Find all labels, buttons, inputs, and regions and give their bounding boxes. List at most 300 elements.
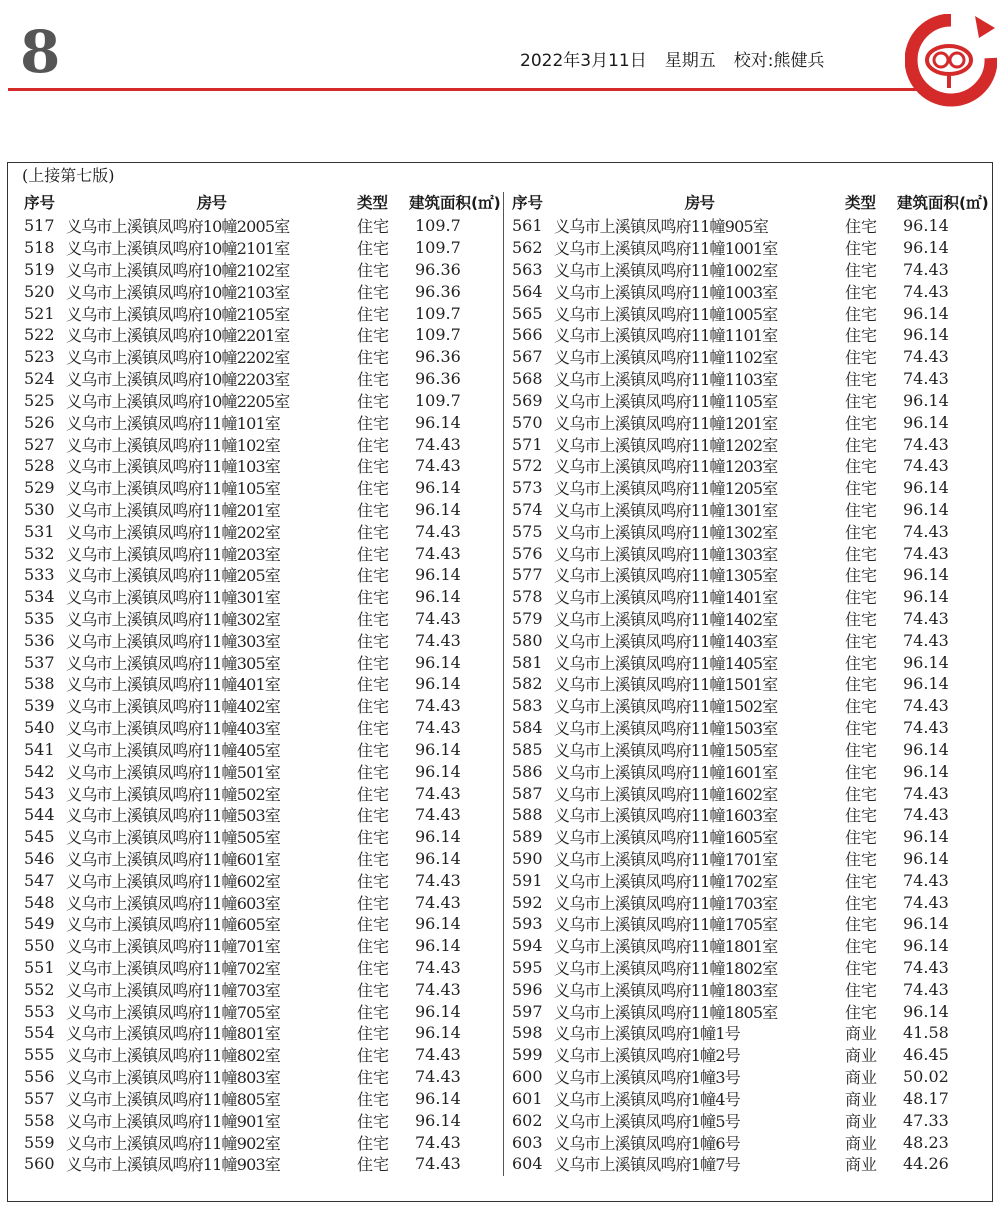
room-address: 义乌市上溪镇凤鸣府1幢3号	[554, 1068, 740, 1088]
property-type: 住宅	[845, 1002, 878, 1022]
room-address: 义乌市上溪镇凤鸣府1幢7号	[554, 1155, 740, 1175]
table-row	[24, 891, 502, 913]
row-number: 580	[512, 630, 543, 650]
table-rows	[24, 215, 502, 1175]
table-row	[24, 1022, 502, 1044]
floor-area: 96.14	[903, 325, 949, 345]
header-rule	[8, 88, 920, 91]
floor-area: 96.14	[903, 674, 949, 694]
table-row	[512, 1022, 990, 1044]
row-number: 557	[24, 1088, 55, 1108]
header-type: 类型	[845, 194, 877, 212]
property-type: 住宅	[845, 457, 878, 477]
row-number: 550	[24, 936, 55, 956]
room-address: 义乌市上溪镇凤鸣府11幢702室	[66, 959, 281, 979]
room-address: 义乌市上溪镇凤鸣府11幢1003室	[554, 282, 778, 302]
property-type: 住宅	[845, 631, 878, 651]
row-number: 526	[24, 412, 55, 432]
property-type: 住宅	[357, 762, 390, 782]
table-row	[512, 913, 990, 935]
room-address: 义乌市上溪镇凤鸣府11幢105室	[66, 479, 281, 499]
room-address: 义乌市上溪镇凤鸣府11幢1202室	[554, 435, 778, 455]
floor-area: 46.45	[903, 1045, 949, 1065]
floor-area: 50.02	[903, 1067, 949, 1087]
room-address: 义乌市上溪镇凤鸣府10幢2005室	[66, 217, 290, 237]
property-type: 住宅	[357, 435, 390, 455]
floor-area: 96.14	[903, 761, 949, 781]
issue-weekday: 星期五	[664, 51, 716, 71]
floor-area: 74.43	[415, 718, 461, 738]
floor-area: 96.14	[903, 478, 949, 498]
property-type: 住宅	[845, 391, 878, 411]
property-type: 住宅	[357, 784, 390, 804]
room-address: 义乌市上溪镇凤鸣府11幢603室	[66, 893, 281, 913]
row-number: 544	[24, 805, 55, 825]
floor-area: 48.17	[903, 1088, 949, 1108]
table-row	[512, 259, 990, 281]
floor-area: 74.43	[415, 1045, 461, 1065]
property-type: 住宅	[845, 370, 878, 390]
row-number: 559	[24, 1132, 55, 1152]
room-address: 义乌市上溪镇凤鸣府11幢1101室	[554, 326, 778, 346]
table-row	[512, 390, 990, 412]
table-row	[512, 673, 990, 695]
room-address: 义乌市上溪镇凤鸣府11幢405室	[66, 740, 281, 760]
floor-area: 74.43	[415, 979, 461, 999]
property-type: 住宅	[357, 631, 390, 651]
room-address: 义乌市上溪镇凤鸣府11幢805室	[66, 1089, 281, 1109]
table-row	[512, 411, 990, 433]
table-row	[24, 629, 502, 651]
room-address: 义乌市上溪镇凤鸣府10幢2101室	[66, 239, 290, 259]
row-number: 567	[512, 347, 543, 367]
table-row	[24, 259, 502, 281]
table-row	[512, 237, 990, 259]
room-address: 义乌市上溪镇凤鸣府10幢2201室	[66, 326, 290, 346]
room-address: 义乌市上溪镇凤鸣府11幢1001室	[554, 239, 778, 259]
property-type: 住宅	[357, 391, 390, 411]
property-type: 商业	[845, 1089, 878, 1109]
room-address: 义乌市上溪镇凤鸣府11幢1405室	[554, 653, 778, 673]
property-type: 住宅	[845, 544, 878, 564]
row-number: 562	[512, 238, 543, 258]
floor-area: 96.14	[415, 652, 461, 672]
row-number: 555	[24, 1045, 55, 1065]
property-type: 住宅	[357, 1111, 390, 1131]
room-address: 义乌市上溪镇凤鸣府11幢402室	[66, 697, 281, 717]
floor-area: 74.43	[415, 630, 461, 650]
property-type: 商业	[845, 1046, 878, 1066]
table-row	[24, 782, 502, 804]
table-row	[24, 673, 502, 695]
floor-area: 96.14	[903, 1001, 949, 1021]
floor-area: 96.14	[415, 1023, 461, 1043]
floor-area: 96.14	[903, 565, 949, 585]
floor-area: 109.7	[415, 238, 461, 258]
table-right-column	[512, 189, 990, 1175]
room-address: 义乌市上溪镇凤鸣府11幢501室	[66, 762, 281, 782]
table-row	[512, 477, 990, 499]
property-type: 住宅	[845, 980, 878, 1000]
row-number: 597	[512, 1001, 543, 1021]
table-row	[512, 957, 990, 979]
table-row	[24, 1000, 502, 1022]
property-type: 住宅	[845, 653, 878, 673]
room-address: 义乌市上溪镇凤鸣府11幢1401室	[554, 588, 778, 608]
table-row	[24, 1131, 502, 1153]
table-row	[24, 499, 502, 521]
room-address: 义乌市上溪镇凤鸣府1幢4号	[554, 1089, 740, 1109]
floor-area: 96.14	[415, 587, 461, 607]
room-address: 义乌市上溪镇凤鸣府11幢503室	[66, 806, 281, 826]
property-type: 住宅	[357, 675, 390, 695]
row-number: 543	[24, 783, 55, 803]
table-row	[24, 651, 502, 673]
floor-area: 74.43	[415, 456, 461, 476]
room-address: 义乌市上溪镇凤鸣府11幢301室	[66, 588, 281, 608]
room-address: 义乌市上溪镇凤鸣府11幢901室	[66, 1111, 281, 1131]
row-number: 590	[512, 848, 543, 868]
table-row	[512, 1066, 990, 1088]
table-row	[512, 1131, 990, 1153]
property-type: 住宅	[845, 261, 878, 281]
table-row	[24, 346, 502, 368]
room-address: 义乌市上溪镇凤鸣府11幢905室	[554, 217, 769, 237]
floor-area: 96.14	[415, 499, 461, 519]
room-address: 义乌市上溪镇凤鸣府11幢202室	[66, 522, 281, 542]
header-area: 建筑面积(㎡)	[409, 194, 501, 212]
property-type: 住宅	[845, 522, 878, 542]
row-number: 529	[24, 478, 55, 498]
row-number: 592	[512, 892, 543, 912]
property-type: 住宅	[357, 370, 390, 390]
table-row	[512, 324, 990, 346]
row-number: 545	[24, 827, 55, 847]
row-number: 569	[512, 390, 543, 410]
row-number: 530	[24, 499, 55, 519]
row-number: 603	[512, 1132, 543, 1152]
row-number: 601	[512, 1088, 543, 1108]
table-row	[24, 564, 502, 586]
row-number: 535	[24, 609, 55, 629]
room-address: 义乌市上溪镇凤鸣府11幢1502室	[554, 697, 778, 717]
room-address: 义乌市上溪镇凤鸣府11幢605室	[66, 915, 281, 935]
row-number: 548	[24, 892, 55, 912]
property-type: 住宅	[845, 326, 878, 346]
property-type: 住宅	[357, 217, 390, 237]
table-row	[24, 215, 502, 237]
table-row	[24, 455, 502, 477]
room-address: 义乌市上溪镇凤鸣府11幢1005室	[554, 304, 778, 324]
floor-area: 74.43	[415, 1132, 461, 1152]
floor-area: 96.14	[415, 1088, 461, 1108]
row-number: 521	[24, 303, 55, 323]
property-type: 住宅	[357, 326, 390, 346]
property-type: 住宅	[845, 500, 878, 520]
table-row	[512, 695, 990, 717]
room-address: 义乌市上溪镇凤鸣府11幢1302室	[554, 522, 778, 542]
row-number: 573	[512, 478, 543, 498]
row-number: 568	[512, 369, 543, 389]
table-row	[512, 869, 990, 891]
row-number: 598	[512, 1023, 543, 1043]
room-address: 义乌市上溪镇凤鸣府11幢305室	[66, 653, 281, 673]
row-number: 581	[512, 652, 543, 672]
row-number: 599	[512, 1045, 543, 1065]
room-address: 义乌市上溪镇凤鸣府10幢2203室	[66, 370, 290, 390]
row-number: 594	[512, 936, 543, 956]
floor-area: 74.43	[903, 783, 949, 803]
table-rows	[512, 215, 990, 1175]
property-type: 住宅	[845, 610, 878, 630]
property-type: 住宅	[357, 871, 390, 891]
property-type: 住宅	[357, 849, 390, 869]
table-row	[512, 651, 990, 673]
row-number: 528	[24, 456, 55, 476]
room-address: 义乌市上溪镇凤鸣府11幢701室	[66, 937, 281, 957]
room-address: 义乌市上溪镇凤鸣府11幢1602室	[554, 784, 778, 804]
property-type: 住宅	[357, 261, 390, 281]
room-address: 义乌市上溪镇凤鸣府11幢1105室	[554, 391, 778, 411]
table-row	[24, 1044, 502, 1066]
floor-area: 74.43	[903, 958, 949, 978]
floor-area: 74.43	[415, 696, 461, 716]
table-row	[24, 869, 502, 891]
row-number: 517	[24, 216, 55, 236]
table-row	[512, 368, 990, 390]
floor-area: 96.14	[415, 827, 461, 847]
table-row	[24, 324, 502, 346]
room-address: 义乌市上溪镇凤鸣府11幢1802室	[554, 959, 778, 979]
floor-area: 109.7	[415, 216, 461, 236]
row-number: 531	[24, 521, 55, 541]
row-number: 604	[512, 1154, 543, 1174]
row-number: 596	[512, 979, 543, 999]
property-type: 住宅	[357, 282, 390, 302]
property-type: 住宅	[357, 304, 390, 324]
room-address: 义乌市上溪镇凤鸣府11幢1002室	[554, 261, 778, 281]
table-row	[24, 935, 502, 957]
row-number: 583	[512, 696, 543, 716]
row-number: 588	[512, 805, 543, 825]
floor-area: 74.43	[903, 260, 949, 280]
header-room: 房号	[684, 194, 715, 212]
floor-area: 96.14	[415, 412, 461, 432]
row-number: 582	[512, 674, 543, 694]
property-type: 住宅	[357, 1133, 390, 1153]
property-type: 住宅	[845, 959, 878, 979]
row-number: 586	[512, 761, 543, 781]
property-type: 住宅	[845, 719, 878, 739]
table-row	[512, 564, 990, 586]
table-row	[512, 804, 990, 826]
row-number: 589	[512, 827, 543, 847]
room-address: 义乌市上溪镇凤鸣府11幢1203室	[554, 457, 778, 477]
room-address: 义乌市上溪镇凤鸣府11幢1702室	[554, 871, 778, 891]
table-row	[24, 913, 502, 935]
floor-area: 96.14	[903, 936, 949, 956]
row-number: 556	[24, 1067, 55, 1087]
room-address: 义乌市上溪镇凤鸣府11幢302室	[66, 610, 281, 630]
floor-area: 96.14	[903, 827, 949, 847]
row-number: 578	[512, 587, 543, 607]
table-row	[512, 215, 990, 237]
floor-area: 74.43	[903, 609, 949, 629]
room-address: 义乌市上溪镇凤鸣府11幢1503室	[554, 719, 778, 739]
property-type: 住宅	[845, 675, 878, 695]
table-row	[512, 346, 990, 368]
row-number: 538	[24, 674, 55, 694]
table-row	[512, 302, 990, 324]
property-type: 住宅	[357, 740, 390, 760]
property-type: 住宅	[845, 239, 878, 259]
property-type: 住宅	[357, 610, 390, 630]
table-header	[512, 189, 990, 215]
table-row	[512, 826, 990, 848]
header-room: 房号	[196, 194, 227, 212]
floor-area: 96.14	[903, 216, 949, 236]
room-address: 义乌市上溪镇凤鸣府1幢1号	[554, 1024, 740, 1044]
property-type: 住宅	[357, 239, 390, 259]
table-row	[512, 782, 990, 804]
property-type: 住宅	[845, 740, 878, 760]
row-number: 551	[24, 958, 55, 978]
table-row	[24, 826, 502, 848]
row-number: 536	[24, 630, 55, 650]
floor-area: 96.14	[415, 674, 461, 694]
floor-area: 74.43	[903, 870, 949, 890]
table-row	[512, 848, 990, 870]
table-row	[24, 717, 502, 739]
table-row	[24, 520, 502, 542]
table-row	[512, 629, 990, 651]
floor-area: 74.43	[903, 630, 949, 650]
row-number: 540	[24, 718, 55, 738]
property-type: 住宅	[357, 937, 390, 957]
floor-area: 96.14	[903, 303, 949, 323]
room-address: 义乌市上溪镇凤鸣府11幢601室	[66, 849, 281, 869]
floor-area: 41.58	[903, 1023, 949, 1043]
room-address: 义乌市上溪镇凤鸣府11幢1403室	[554, 631, 778, 651]
room-address: 义乌市上溪镇凤鸣府11幢705室	[66, 1002, 281, 1022]
row-number: 593	[512, 914, 543, 934]
header-no: 序号	[512, 194, 544, 212]
property-type: 住宅	[845, 348, 878, 368]
floor-area: 74.43	[903, 718, 949, 738]
property-type: 商业	[845, 1111, 878, 1131]
floor-area: 96.14	[903, 914, 949, 934]
row-number: 541	[24, 739, 55, 759]
room-address: 义乌市上溪镇凤鸣府10幢2205室	[66, 391, 290, 411]
table-row	[512, 499, 990, 521]
floor-area: 96.36	[415, 347, 461, 367]
header-type: 类型	[357, 194, 389, 212]
table-row	[24, 608, 502, 630]
property-type: 住宅	[845, 828, 878, 848]
table-row	[24, 237, 502, 259]
row-number: 547	[24, 870, 55, 890]
table-row	[24, 1066, 502, 1088]
room-address: 义乌市上溪镇凤鸣府11幢1601室	[554, 762, 778, 782]
property-type: 住宅	[845, 217, 878, 237]
floor-area: 74.43	[903, 521, 949, 541]
floor-area: 74.43	[903, 805, 949, 825]
row-number: 577	[512, 565, 543, 585]
property-type: 住宅	[357, 500, 390, 520]
room-address: 义乌市上溪镇凤鸣府11幢801室	[66, 1024, 281, 1044]
room-address: 义乌市上溪镇凤鸣府11幢502室	[66, 784, 281, 804]
floor-area: 74.43	[415, 434, 461, 454]
property-type: 住宅	[845, 282, 878, 302]
property-type: 住宅	[845, 762, 878, 782]
property-type: 住宅	[845, 784, 878, 804]
property-type: 住宅	[845, 915, 878, 935]
floor-area: 74.43	[903, 892, 949, 912]
table-row	[24, 804, 502, 826]
table-row	[24, 1109, 502, 1131]
table-row	[512, 1109, 990, 1131]
room-address: 义乌市上溪镇凤鸣府11幢102室	[66, 435, 281, 455]
room-address: 义乌市上溪镇凤鸣府11幢602室	[66, 871, 281, 891]
floor-area: 74.43	[415, 1154, 461, 1174]
row-number: 587	[512, 783, 543, 803]
floor-area: 96.14	[903, 390, 949, 410]
floor-area: 74.43	[415, 1067, 461, 1087]
table-row	[24, 1153, 502, 1175]
floor-area: 96.14	[415, 936, 461, 956]
floor-area: 74.43	[903, 369, 949, 389]
room-address: 义乌市上溪镇凤鸣府11幢1205室	[554, 479, 778, 499]
floor-area: 74.43	[415, 892, 461, 912]
property-type: 住宅	[357, 457, 390, 477]
floor-area: 74.43	[415, 958, 461, 978]
table-row	[512, 891, 990, 913]
floor-area: 74.43	[903, 281, 949, 301]
page-number: 8	[20, 18, 61, 86]
room-address: 义乌市上溪镇凤鸣府11幢1305室	[554, 566, 778, 586]
row-number: 576	[512, 543, 543, 563]
header-no: 序号	[24, 194, 56, 212]
room-address: 义乌市上溪镇凤鸣府11幢903室	[66, 1155, 281, 1175]
room-address: 义乌市上溪镇凤鸣府11幢1803室	[554, 980, 778, 1000]
room-address: 义乌市上溪镇凤鸣府11幢1402室	[554, 610, 778, 630]
table-row	[24, 695, 502, 717]
property-type: 商业	[845, 1133, 878, 1153]
table-row	[512, 1153, 990, 1175]
row-number: 523	[24, 347, 55, 367]
room-address: 义乌市上溪镇凤鸣府11幢403室	[66, 719, 281, 739]
floor-area: 74.43	[903, 456, 949, 476]
table-row	[512, 760, 990, 782]
property-type: 住宅	[357, 719, 390, 739]
table-row	[512, 433, 990, 455]
table-row	[512, 608, 990, 630]
row-number: 572	[512, 456, 543, 476]
floor-area: 48.23	[903, 1132, 949, 1152]
floor-area: 74.43	[415, 521, 461, 541]
property-type: 住宅	[845, 871, 878, 891]
property-type: 住宅	[845, 435, 878, 455]
row-number: 574	[512, 499, 543, 519]
floor-area: 96.14	[903, 652, 949, 672]
table-row	[512, 1044, 990, 1066]
row-number: 584	[512, 718, 543, 738]
room-address: 义乌市上溪镇凤鸣府11幢505室	[66, 828, 281, 848]
property-type: 住宅	[357, 915, 390, 935]
row-number: 566	[512, 325, 543, 345]
property-type: 住宅	[357, 413, 390, 433]
property-type: 住宅	[357, 653, 390, 673]
